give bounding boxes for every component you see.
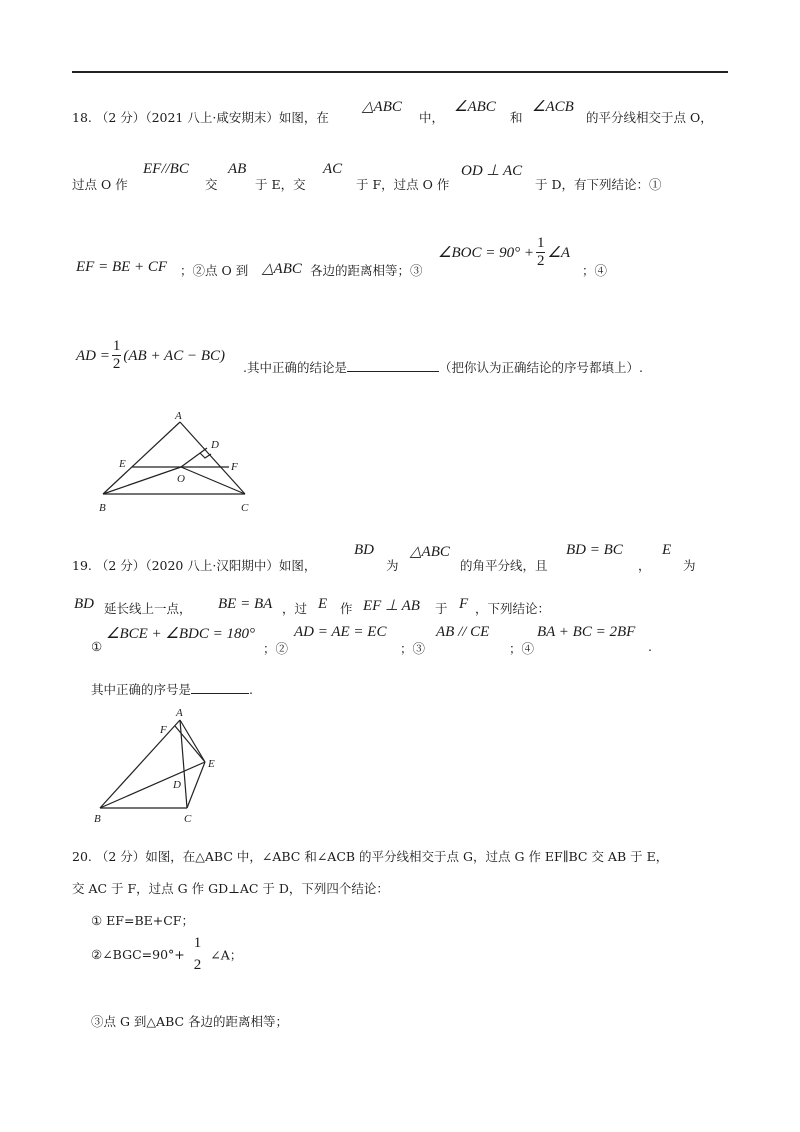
q20-line1: 20. （2 分）如图，在△ABC 中，∠ABC 和∠ACB 的平分线相交于点 G，过点 G 作 EF∥BC 交 AB 于 E， [72,849,669,864]
q18-l3-t2: 各边的距离相等；③ [310,263,423,278]
q19-end: . [648,639,652,654]
q20-item2-num: 1 [193,935,202,951]
q18-l4-t1: .其中正确的结论是 [243,360,347,375]
q19-l4-t1: 其中正确的序号是 [91,682,192,697]
q18-line1 [72,108,329,126]
q19-label-c: C [184,813,192,825]
q19-label-a: A [176,707,183,719]
q19-intro: 如图， [278,558,317,573]
q18-angle-acb: ∠ACB [532,99,574,115]
q18-l2-a: 过点 O 作 [72,177,128,192]
q19-answer-blank[interactable] [191,693,249,694]
q19-c4: ；④ [509,641,535,656]
q19-eq-bd-bc: BD = BC [566,542,623,558]
q19-wei2: 为 [683,558,696,573]
q20-item2-fraction [193,936,203,973]
q18-eq3-num: 1 [536,235,545,251]
q18-eq4-right: (AB + AC − BC) [123,348,225,364]
q19-perp: EF ⊥ AB [363,598,420,614]
q19-l2-t2: ，过 [282,601,308,616]
header-rule [72,71,728,73]
q18-ef-parallel: EF//BC [143,161,189,177]
q19-wei1: 为 [386,558,399,573]
q19-figure [90,702,230,827]
q18-label-o: O [177,473,185,485]
q19-l2-bd: BD [74,596,94,612]
q18-source: （2021 八上·咸安期末） [145,110,279,125]
q18-line1-tail: 的平分线相交于点 O， [586,110,713,125]
q19-e3: AB // CE [436,624,490,640]
q19-c2: ；② [263,641,289,656]
q19-c3: ；③ [400,641,426,656]
q19-label-f: F [160,724,167,736]
q19-comma: ， [638,558,651,573]
q18-ac: AC [323,161,343,177]
q18-eq4-den: 2 [112,356,121,372]
q18-yu-e: 于 E，交 [255,177,306,192]
q19-e: E [662,542,672,558]
q19-l2-zuo: 作 [340,601,353,616]
q19-tri: △ABC [410,544,450,560]
q18-score: （2 分） [95,110,146,125]
q19-line1 [72,556,316,574]
q18-label-a: A [175,410,182,422]
q18-line2-tail: 于 D，有下列结论：① [535,177,662,192]
q19-l1-t1: 的角平分线，且 [460,558,548,573]
q19-c1: ① [91,639,103,654]
q19-label-b: B [94,813,101,825]
q19-e2: AD = AE = EC [294,624,387,640]
q18-l4-t2: （把你认为正确结论的序号都填上）. [438,360,643,375]
q19-label-d: D [173,779,181,791]
q18-label-e: E [119,458,126,470]
q20-item2 [91,936,242,973]
q18-seg-ab [103,422,180,494]
q18-label-f: F [231,461,238,473]
q18-tri-abc: △ABC [362,99,402,115]
q18-he: 和 [510,110,523,125]
q19-seg-ba [100,720,180,808]
q19-source: （2020 八上·汉阳期中） [145,558,279,573]
q19-seg-fe [175,726,205,762]
q18-label-c: C [241,502,249,514]
q18-eq3-den: 2 [536,253,545,269]
q19-line4 [91,680,253,698]
q19-l2-yu: 于 [435,601,448,616]
q18-label-d: D [211,439,219,451]
q20-item1: ① EF=BE+CF； [91,913,194,928]
q18-ab: AB [228,161,247,177]
q19-l2-f: F [459,596,469,612]
q18-eq3 [438,236,570,269]
q19-score: （2 分） [95,558,146,573]
q18-seg-ac [180,422,245,494]
q20-item2-right: ∠A； [210,947,243,963]
q19-e1: ∠BCE + ∠BDC = 180° [106,626,255,642]
q18-eq3-fraction [536,236,546,269]
q19-l2-t1: 延长线上一点， [104,601,192,616]
q18-seg-bo [103,467,181,494]
q18-l3-t1: ；②点 O 到 [180,263,249,278]
q18-seg-od [181,448,207,467]
q19-eq-be-ba: BE = BA [218,596,273,612]
q18-od-perp: OD ⊥ AC [461,163,523,179]
q18-eq3-left: ∠BOC = 90° + [438,245,534,261]
q18-answer-blank[interactable] [347,371,439,372]
q18-eq4-num: 1 [112,338,121,354]
q18-eq4-left: AD = [76,348,110,364]
q20-item3: ③点 G 到△ABC 各边的距离相等； [91,1014,289,1029]
q20-line2: 交 AC 于 F，过点 G 作 GD⊥AC 于 D，下列四个结论： [72,881,389,896]
q20-item2-left: ②∠BGC=90°+ [91,947,185,962]
q20-item2-den: 2 [193,957,202,973]
q19-e4: BA + BC = 2BF [537,624,636,640]
q18-number: 18. [72,110,92,125]
q18-eq4 [76,339,225,372]
q19-l2-e: E [318,596,328,612]
q18-jiao: 交 [205,177,218,192]
q18-figure [95,410,260,520]
q19-number: 19. [72,558,92,573]
q19-seg-ae [180,720,205,762]
q18-intro: 如图，在 [278,110,329,125]
q18-l4-text [243,358,643,376]
q18-l3-tri: △ABC [262,261,302,277]
q18-eq4-fraction [112,339,122,372]
q18-yu-f: 于 F，过点 O 作 [356,177,450,192]
q18-eq1: EF = BE + CF [76,259,168,275]
q19-l2-tail: ，下列结论： [475,601,551,616]
q18-angle-abc: ∠ABC [454,99,496,115]
q19-bd: BD [354,542,374,558]
q19-l4-t2: . [249,682,253,697]
q18-label-b: B [99,502,106,514]
q18-zhong: 中， [419,110,445,125]
q19-label-e: E [208,758,215,770]
q18-l3-t3: ；④ [582,263,608,278]
q18-eq3-right: ∠A [547,245,571,261]
